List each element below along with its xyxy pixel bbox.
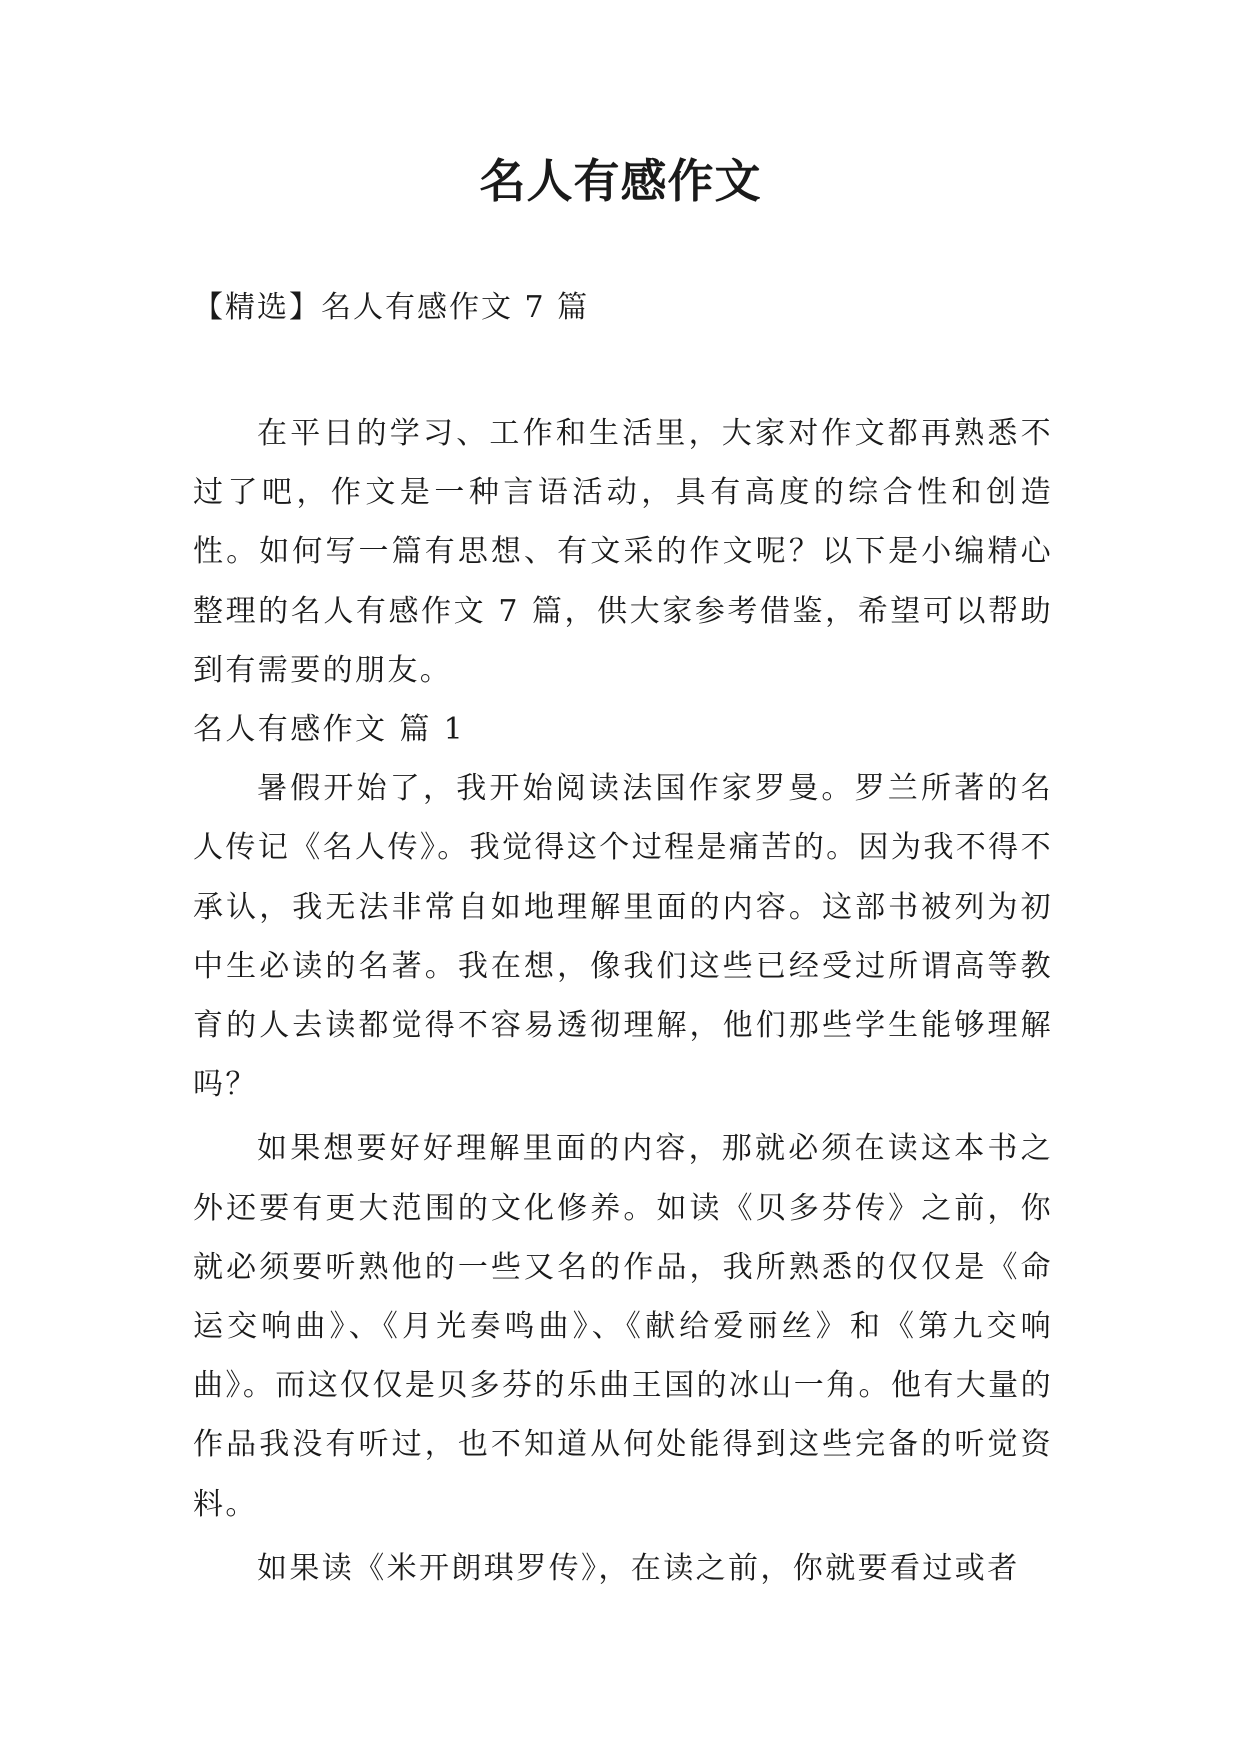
body-paragraph-1: 暑假开始了，我开始阅读法国作家罗曼。罗兰所著的名人传记《名人传》。我觉得这个过程是痛苦的。因为我不得不承认，我无法非常自如地理解里面的内容。这部书被列为初中生必读的名著。我在想，像我们这些已经受过所谓高等教育的人去读都觉得不容易透彻理解，他们那些学生能够理解吗？ <box>193 771 1053 1103</box>
page-title: 名人有感作文 <box>479 154 762 208</box>
body-paragraph-2: 如果想要好好理解里面的内容，那就必须在读这本书之外还要有更大范围的文化修养。如读《贝多芬传》之前，你就必须要听熟他的一些又名的作品，我所熟悉的仅仅是《命运交响曲》、《月光奏鸣曲》、《献给爱丽丝》和《第九交响曲》。而这仅仅是贝多芬的乐曲王国的冰山一角。他有大量的作品我没有听过，也不知道从何处能得到这些完备的听觉资料。 <box>193 1131 1053 1522</box>
intro-paragraph: 在平日的学习、工作和生活里，大家对作文都再熟悉不过了吧，作文是一种言语活动，具有高度的综合性和创造性。如何写一篇有思想、有文采的作文呢？以下是小编精心整理的名人有感作文 7 篇，供大家参考借鉴，希望可以帮助到有需要的朋友。 <box>193 416 1053 688</box>
document-body <box>193 404 1053 1598</box>
section-heading: 名人有感作文 篇 1 <box>193 712 466 748</box>
body-paragraph-3: 如果读《米开朗琪罗传》，在读之前，你就要看过或者 <box>257 1550 1020 1586</box>
document-subtitle: 【精选】名人有感作文 7 篇 <box>193 290 590 325</box>
